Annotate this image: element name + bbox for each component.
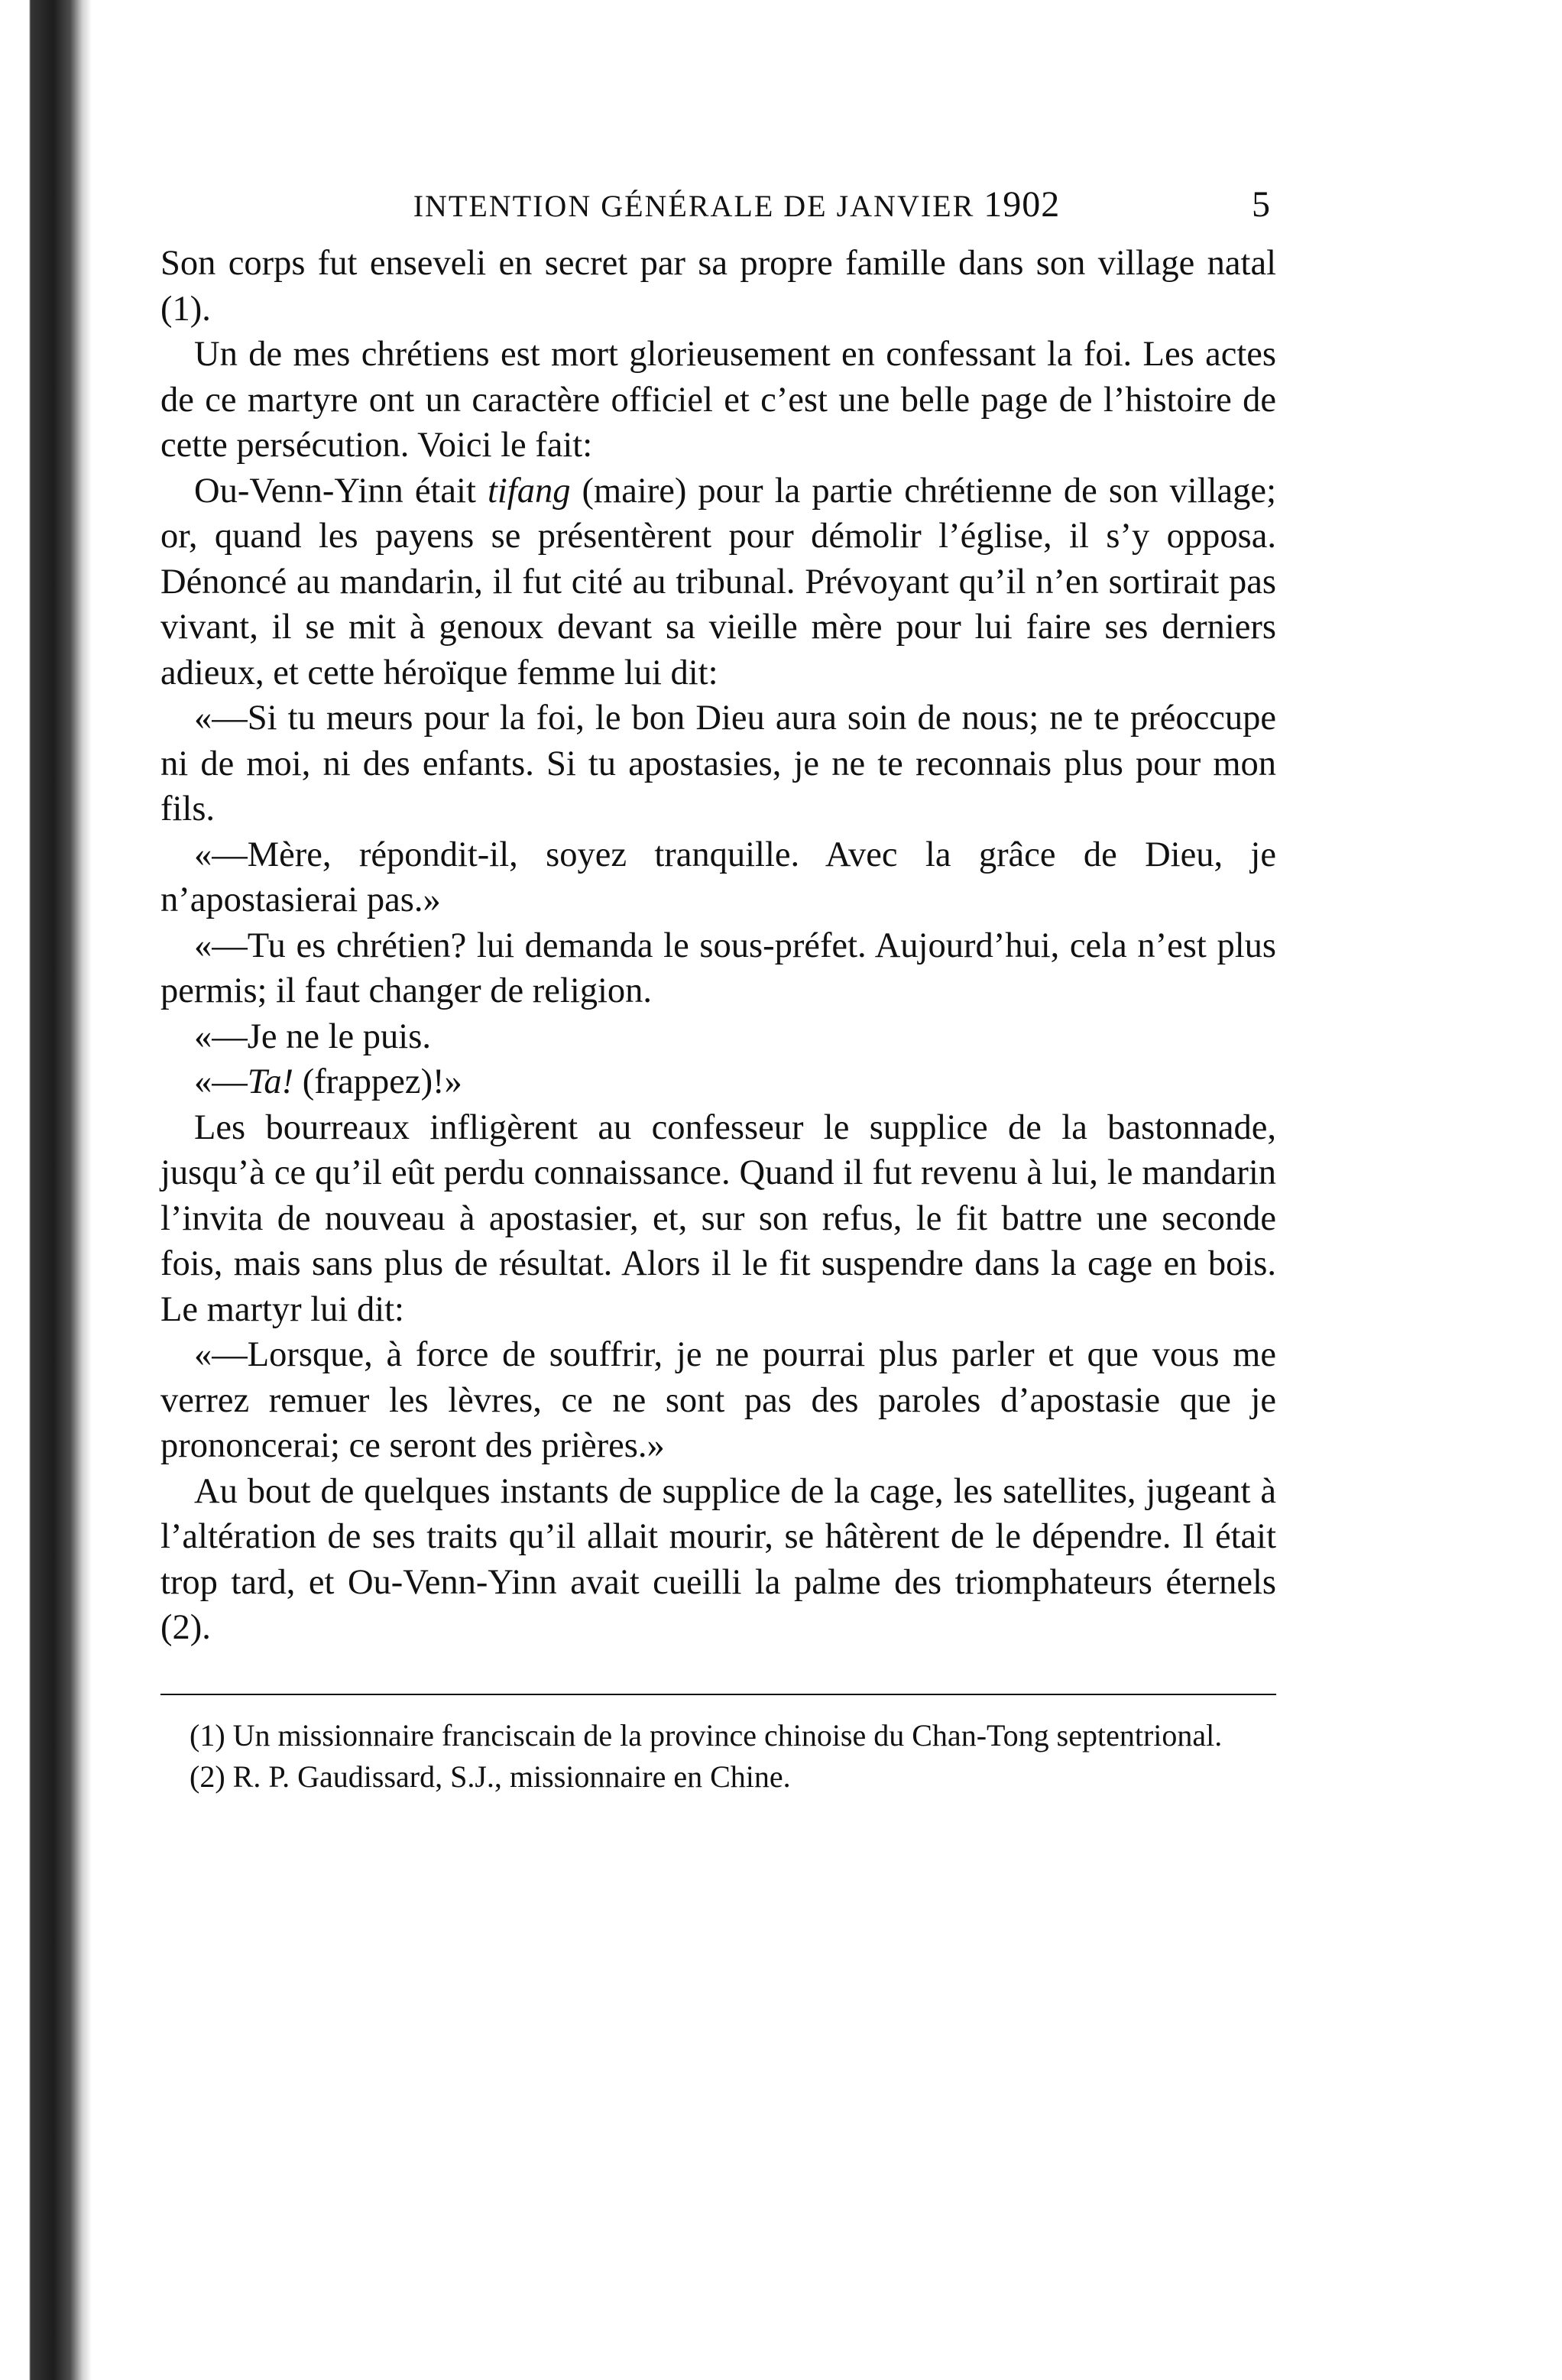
running-head-year: 1902 [984, 184, 1061, 225]
footnotes [160, 1715, 1276, 1798]
paragraph-mother-speech: «—Si tu meurs pour la foi, le bon Dieu aura soin de nous; ne te préoccupe ni de moi, ni des enfants. Si tu apostasies, je ne te reconnais plus pour mon fils. [160, 699, 1276, 828]
paragraph-ou-venn-yinn-rest: (maire) pour la partie chrétienne de son village; or, quand les payens se présentèrent pour démolir l’église, il s’y opposa. Dénoncé au mandarin, il fut cité au tribunal. Prévoyant qu’il n’en sortirait pas vivant, il se mit à genoux devant sa vieille mère pour lui faire ses derniers adieux, et cette héroïque femme lui dit: [160, 471, 1276, 692]
footnote-2: (2) R. P. Gaudissard, S.J., missionnaire en Chine. [190, 1759, 791, 1794]
page-number: 5 [1252, 184, 1272, 225]
term-ta: Ta! [247, 1062, 294, 1101]
paragraph-subprefect-question: «—Tu es chrétien? lui demanda le sous-préfet. Aujourd’hui, cela n’est plus permis; il faut changer de religion. [160, 926, 1276, 1010]
book-page [160, 183, 1276, 1798]
term-tifang: tifang [487, 471, 571, 511]
paragraph-strike-open: «— [194, 1062, 248, 1101]
footnote-divider [160, 1694, 1276, 1695]
footnote-1: (1) Un missionnaire franciscain de la province chinoise du Chan-Tong septentrional. [190, 1717, 1223, 1753]
paragraph-ou-venn-yinn [160, 469, 1276, 696]
paragraph-bastonnade: Les bourreaux infligèrent au confesseur le supplice de la bastonnade, jusqu’à ce qu’il eût perdu connaissance. Quand il fut revenu à lui, le mandarin l’invita de nouveau à apostasier, et, sur son refus, le fit battre une seconde fois, mais sans plus de résultat. Alors il le fit suspendre dans la cage en bois. Le martyr lui dit: [160, 1107, 1276, 1329]
body-text [160, 241, 1276, 1651]
running-head-title [160, 183, 1252, 225]
paragraph-death: Au bout de quelques instants de supplice de la cage, les satellites, jugeant à l’altération de ses traits qu’il allait mourir, se hâtèrent de le dépendre. Il était trop tard, et Ou-Venn-Yinn avait cueilli la palme des triomphateurs éternels (2). [160, 1471, 1276, 1647]
paragraph-martyr-words: «—Lorsque, à force de souffrir, je ne pourrai plus parler et que vous me verrez remuer les lèvres, ce ne sont pas des paroles d’apostasie que je prononcerai; ce seront des prières.» [160, 1335, 1276, 1465]
scanned-binding-edge [0, 0, 92, 2380]
paragraph-strike-order [160, 1059, 1276, 1105]
running-head-title-text: INTENTION GÉNÉRALE DE JANVIER [413, 189, 975, 223]
paragraph-strike-rest: (frappez)!» [293, 1062, 462, 1101]
paragraph-ou-venn-yinn-start: Ou-Venn-Yinn était [194, 471, 488, 511]
running-head [160, 183, 1276, 225]
paragraph-refusal: «—Je ne le puis. [194, 1017, 431, 1056]
paragraph-burial: Son corps fut enseveli en secret par sa propre famille dans son village natal (1). [160, 244, 1276, 329]
paragraph-son-reply: «—Mère, répondit-il, soyez tranquille. Avec la grâce de Dieu, je n’apostasierai pas.» [160, 835, 1276, 919]
paragraph-martyr-intro: Un de mes chrétiens est mort glorieusement en confessant la foi. Les actes de ce martyre ont un caractère officiel et c’est une belle page de l’histoire de cette persécution. Voici le fait: [160, 335, 1276, 465]
